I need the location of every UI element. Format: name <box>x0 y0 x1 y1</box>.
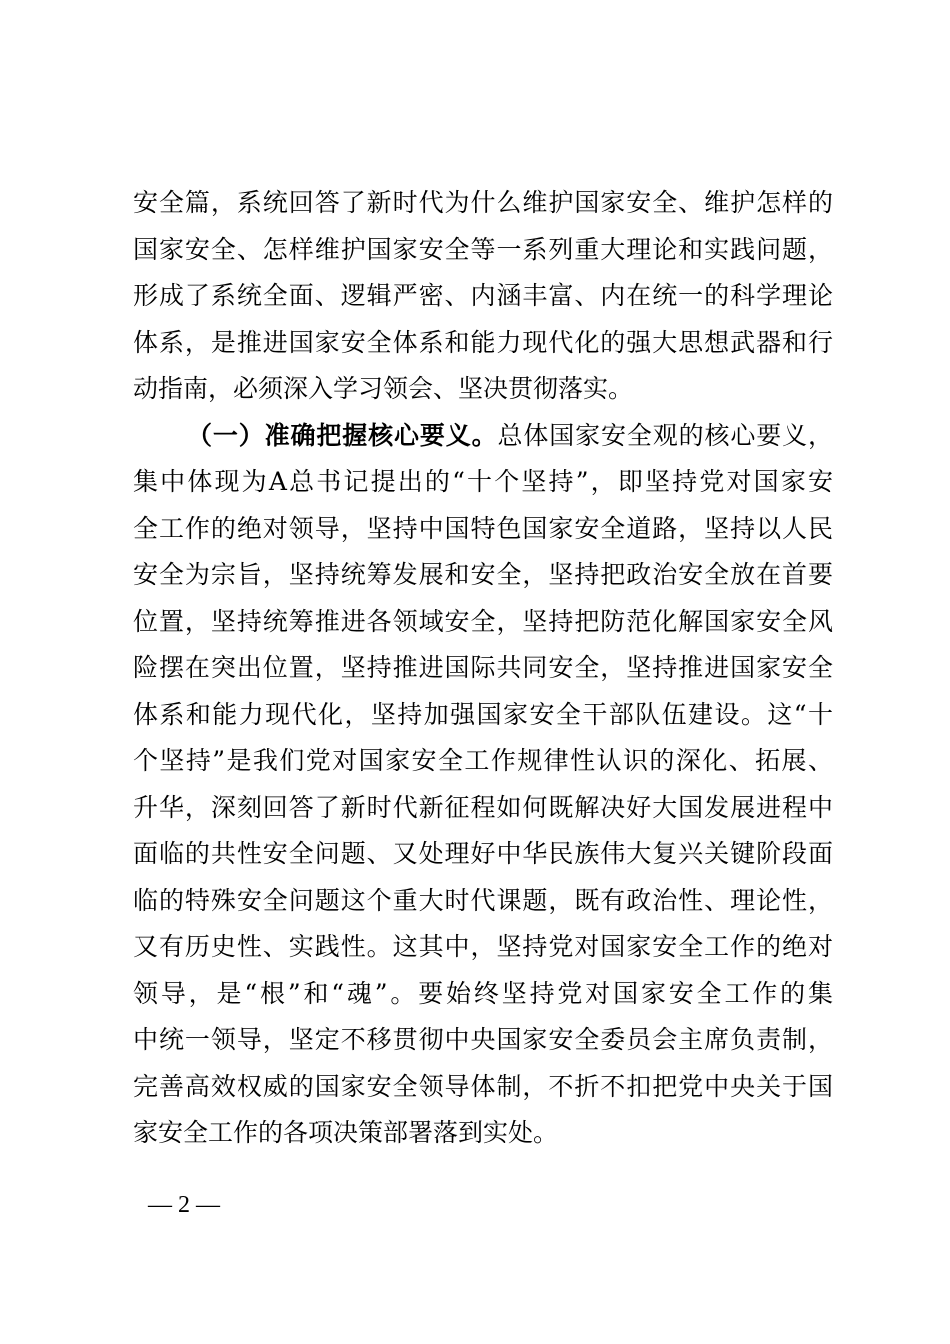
body-text <box>133 180 833 1157</box>
text-line: 完善高效权威的国家安全领导体制，不折不扣把党中央关于国 <box>133 1071 833 1101</box>
text-line: 位置，坚持统筹推进各领域安全，坚持把防范化解国家安全风 <box>133 606 833 636</box>
text-line: 国家安全、怎样维护国家安全等一系列重大理论和实践问题， <box>133 234 833 264</box>
text-line: 体系和能力现代化，坚持加强国家安全干部队伍建设。这“十 <box>133 699 833 729</box>
text-line: 面临的共性安全问题、又处理好中华民族伟大复兴关键阶段面 <box>133 839 833 868</box>
text-line: 家安全工作的各项决策部署落到实处。 <box>133 1118 559 1147</box>
text-line: 领导，是“根”和“魂”。要始终坚持党对国家安全工作的集 <box>133 978 833 1008</box>
text-line: 安全篇，系统回答了新时代为什么维护国家安全、维护怎样的 <box>133 188 833 217</box>
text-run: 总体国家安全观的核心要义， <box>497 420 833 450</box>
text-line: 又有历史性、实践性。这其中，坚持党对国家安全工作的绝对 <box>133 932 833 961</box>
paragraph-1 <box>133 180 833 413</box>
paragraph-2 <box>133 413 833 1157</box>
text-line-first <box>133 413 833 460</box>
text-line: 个坚持”是我们党对国家安全工作规律性认识的深化、拓展、 <box>133 746 833 775</box>
text-line: 集中体现为A总书记提出的“十个坚持”，即坚持党对国家安 <box>133 467 833 496</box>
text-line: 升华，深刻回答了新时代新征程如何既解决好大国发展进程中 <box>133 792 833 822</box>
text-line: 安全为宗旨，坚持统筹发展和安全，坚持把政治安全放在首要 <box>133 560 833 589</box>
text-line: 中统一领导，坚定不移贯彻中央国家安全委员会主席负责制， <box>133 1025 833 1054</box>
text-line: 体系，是推进国家安全体系和能力现代化的强大思想武器和行 <box>133 327 833 357</box>
text-line: 全工作的绝对领导，坚持中国特色国家安全道路，坚持以人民 <box>133 513 833 543</box>
section-heading: （一）准确把握核心要义。 <box>187 420 498 450</box>
text-line: 形成了系统全面、逻辑严密、内涵丰富、内在统一的科学理论 <box>133 281 833 310</box>
page-number: — 2 — <box>148 1192 220 1218</box>
text-line: 动指南，必须深入学习领会、坚决贯彻落实。 <box>133 374 634 403</box>
text-line: 险摆在突出位置，坚持推进国际共同安全，坚持推进国家安全 <box>133 653 833 682</box>
text-line: 临的特殊安全问题这个重大时代课题，既有政治性、理论性， <box>133 885 833 915</box>
